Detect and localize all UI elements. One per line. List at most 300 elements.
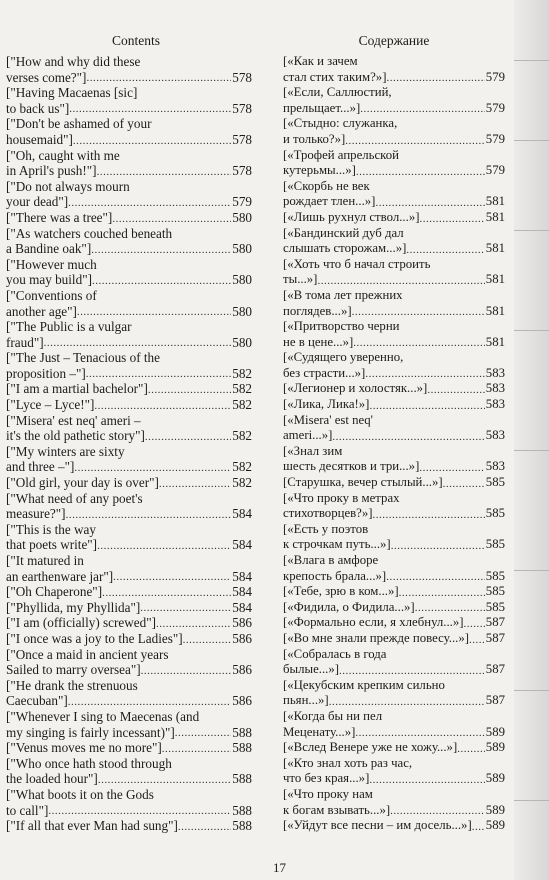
toc-entry <box>283 615 505 631</box>
toc-entry <box>283 444 505 475</box>
toc-entry-line <box>283 148 505 164</box>
toc-entry <box>283 818 505 834</box>
toc-entry-page: 582 <box>232 459 252 475</box>
dot-leader <box>48 805 231 818</box>
toc-entry-line <box>283 366 505 382</box>
toc-entry-title: [«Тебе, зрю в ком...»] <box>283 584 399 599</box>
toc-entry-title: ["He drank the strenuous <box>6 677 138 693</box>
dot-leader <box>317 275 484 288</box>
dot-leader <box>73 135 231 148</box>
toc-entry-line <box>283 678 505 694</box>
toc-entry <box>283 678 505 709</box>
toc-entry-line <box>283 522 505 538</box>
dot-leader <box>469 634 485 647</box>
dot-leader <box>375 197 484 210</box>
toc-entry-title: [«Цекубским крепким сильно <box>283 677 445 692</box>
toc-entry-page: 583 <box>485 365 505 380</box>
toc-entry-title: [«Misera' est neq' <box>283 412 373 427</box>
toc-entry-title: [«Собралась в года <box>283 646 387 661</box>
toc-entry-title: ["I am (officially) screwed"] <box>6 615 157 631</box>
toc-entry-line <box>6 163 252 179</box>
toc-entry-line <box>6 522 252 538</box>
dot-leader <box>162 743 231 756</box>
toc-entry-line <box>283 132 505 148</box>
dot-leader <box>369 400 484 413</box>
toc-entry-line <box>6 70 252 86</box>
toc-entry-line <box>6 506 252 522</box>
toc-entry-title: без страсти...»] <box>283 365 366 380</box>
toc-entry-line <box>283 288 505 304</box>
toc-entry-title: another age"] <box>6 303 77 319</box>
toc-entry-title: [«Во мне знали прежде повесу...»] <box>283 630 470 645</box>
toc-entry-line <box>6 335 252 351</box>
toc-entry-page: 584 <box>232 506 252 522</box>
toc-entry-line <box>6 803 252 819</box>
toc-entry-title: verses come?"] <box>6 69 87 85</box>
toc-entry <box>283 257 505 288</box>
toc-entry-line <box>283 241 505 257</box>
dot-leader <box>365 368 484 381</box>
toc-entry <box>6 475 252 491</box>
toc-entry-title: ["Who once hath stood through <box>6 755 172 771</box>
toc-entry-title: ["The Public is a vulgar <box>6 319 132 335</box>
toc-entry-title: ["It matured in <box>6 553 84 568</box>
toc-entry-title: [«Фидила, о Фидила...»] <box>283 599 415 614</box>
toc-entry-title: ["Conventions of <box>6 287 97 303</box>
toc-entry-title: ["There was a tree"] <box>6 209 113 225</box>
toc-entry-title: [«Что проку нам <box>283 786 373 801</box>
ghost-line <box>514 330 549 331</box>
dot-leader <box>352 306 485 319</box>
toc-entry-title: [«Хоть что б начал строить <box>283 256 431 271</box>
toc-entry-line <box>283 226 505 242</box>
dot-leader <box>464 618 485 631</box>
toc-entry-page: 579 <box>485 163 505 178</box>
dot-leader <box>415 602 485 615</box>
toc-entry-title: ["I am a martial bachelor"] <box>6 381 148 397</box>
toc-entry-title: [Старушка, вечер стылый...»] <box>283 475 443 490</box>
toc-entry-title: in April's push!"] <box>6 163 97 179</box>
toc-entry-page: 578 <box>232 100 252 116</box>
toc-entry-line <box>6 241 252 257</box>
dot-leader <box>102 587 231 600</box>
toc-entry-line <box>6 459 252 475</box>
toc-entry-page: 588 <box>232 724 252 740</box>
toc-entry-line <box>283 444 505 460</box>
toc-entry <box>6 257 252 288</box>
dot-leader <box>329 696 485 709</box>
toc-entry-page: 588 <box>232 818 252 834</box>
contents-column-english <box>6 30 252 834</box>
toc-entry-line <box>6 569 252 585</box>
dot-leader <box>345 135 485 148</box>
ghost-line <box>514 230 549 231</box>
toc-entry-title: ["As watchers couched beneath <box>6 225 173 241</box>
ghost-line <box>514 60 549 61</box>
toc-entry-page: 585 <box>485 599 505 614</box>
toc-entry-page: 583 <box>485 397 505 412</box>
dot-leader <box>373 509 485 522</box>
toc-entry-title: [«Стыдно: служанка, <box>283 116 398 131</box>
toc-entry <box>283 397 505 413</box>
toc-entry-page: 585 <box>485 537 505 552</box>
toc-entry-line <box>6 319 252 335</box>
toc-entry <box>283 54 505 85</box>
toc-entry-title: кутерьмы...»] <box>283 163 356 178</box>
toc-entry-page: 588 <box>232 740 252 756</box>
toc-entry-line <box>283 818 505 834</box>
dot-leader <box>159 478 231 491</box>
toc-entry-title: ameri...»] <box>283 428 333 443</box>
toc-entry-page: 585 <box>485 584 505 599</box>
toc-entry-title: [«Трофей апрельской <box>283 147 399 162</box>
toc-entry-title: ["Having Macaenas [sic] <box>6 85 138 101</box>
soderzhanie-list <box>283 54 505 834</box>
toc-entry-line <box>6 787 252 803</box>
toc-entry-title: [«Уйдут все песни – им досель...»] <box>283 818 472 833</box>
toc-entry-page: 589 <box>485 724 505 739</box>
toc-entry <box>283 475 505 491</box>
dot-leader <box>141 665 232 678</box>
toc-entry-line <box>283 179 505 195</box>
toc-entry-title: [«Как и зачем <box>283 54 358 68</box>
toc-entry-title: прельщает...»] <box>283 100 361 115</box>
toc-entry-line <box>6 413 252 429</box>
toc-entry-title: что без края...»] <box>283 771 370 786</box>
toc-entry-title: пьян...»] <box>283 693 329 708</box>
dot-leader <box>419 213 484 226</box>
toc-entry-page: 589 <box>485 802 505 817</box>
toc-entry-title: to back us"] <box>6 100 70 116</box>
toc-entry-line <box>6 615 252 631</box>
toc-entry-title: [«Что проку в метрах <box>283 490 400 505</box>
dot-leader <box>419 462 484 475</box>
toc-entry <box>6 226 252 257</box>
dot-leader <box>140 602 231 615</box>
toc-entry-line <box>283 615 505 631</box>
toc-entry <box>6 350 252 381</box>
toc-entry-title: ["The Just – Tenacious of the <box>6 350 161 366</box>
toc-entry-line <box>6 818 252 834</box>
toc-entry <box>6 288 252 319</box>
toc-entry-line <box>6 350 252 366</box>
toc-entry <box>283 631 505 647</box>
toc-entry-title: it's the old pathetic story"] <box>6 428 145 444</box>
dot-leader <box>443 478 485 491</box>
toc-entry-line <box>6 179 252 195</box>
toc-entry <box>283 709 505 740</box>
toc-entry-line <box>6 631 252 647</box>
toc-entry-line <box>283 475 505 491</box>
toc-entry <box>283 319 505 350</box>
toc-entry-title: [«Если, Саллюстий, <box>283 85 392 100</box>
toc-entry-line <box>6 444 252 460</box>
toc-entry-line <box>283 771 505 787</box>
adjacent-page-edge <box>514 0 549 880</box>
toc-entry-line <box>6 272 252 288</box>
toc-entry-line <box>283 272 505 288</box>
toc-entry-title: that poets write"] <box>6 537 98 553</box>
toc-entry-line <box>283 85 505 101</box>
toc-entry <box>6 709 252 740</box>
toc-entry-line <box>283 600 505 616</box>
dot-leader <box>391 540 485 553</box>
toc-entry-title: ["If all that ever Man had sung"] <box>6 818 178 834</box>
toc-entry <box>6 148 252 179</box>
toc-entry-title: housemaid"] <box>6 131 73 147</box>
toc-entry-line <box>6 226 252 242</box>
toc-entry-title: поглядев...»] <box>283 303 352 318</box>
toc-entry-line <box>6 709 252 725</box>
toc-entry-title: my singing is fairly incessant)"] <box>6 724 175 740</box>
toc-entry-line <box>6 740 252 756</box>
toc-entry-title: ["My winters are sixty <box>6 443 125 459</box>
dot-leader <box>86 368 231 381</box>
toc-entry-line <box>283 116 505 132</box>
toc-entry-title: you may build"] <box>6 272 92 288</box>
toc-entry-line <box>6 491 252 507</box>
toc-entry <box>283 491 505 522</box>
toc-entry-line <box>283 101 505 117</box>
toc-entry-line <box>283 584 505 600</box>
toc-entry-line <box>6 381 252 397</box>
toc-entry-title: [«Есть у поэтов <box>283 521 369 536</box>
toc-entry-line <box>283 459 505 475</box>
toc-entry-title: [«Бандинский дуб дал <box>283 225 404 240</box>
toc-entry-page: 583 <box>485 381 505 396</box>
dot-leader <box>386 571 485 584</box>
toc-entry-line <box>283 163 505 179</box>
toc-entry-line <box>6 194 252 210</box>
toc-entry-title: measure?"] <box>6 506 66 522</box>
toc-entry-page: 587 <box>485 693 505 708</box>
toc-entry-title: ["Once a maid in ancient years <box>6 646 169 662</box>
toc-entry-title: Sailed to marry oversea"] <box>6 662 141 678</box>
toc-entry <box>283 584 505 600</box>
toc-entry <box>283 787 505 818</box>
toc-entry-title: [«Знал зим <box>283 443 343 458</box>
toc-entry-page: 587 <box>485 630 505 645</box>
toc-entry-page: 581 <box>485 303 505 318</box>
toc-entry <box>6 600 252 616</box>
toc-entry <box>6 756 252 787</box>
toc-entry-line <box>283 631 505 647</box>
toc-entry-line <box>283 257 505 273</box>
toc-entry-title: a Bandine oak"] <box>6 241 92 257</box>
toc-entry-title: былые...»] <box>283 662 340 677</box>
toc-entry <box>283 226 505 257</box>
toc-entry-title: and three –"] <box>6 459 75 475</box>
toc-entry-page: 581 <box>485 241 505 256</box>
toc-entry-line <box>6 428 252 444</box>
dot-leader <box>86 72 231 85</box>
dot-leader <box>472 821 485 834</box>
toc-entry-title: ["Misera' est neq' ameri – <box>6 412 141 428</box>
toc-entry-title: the loaded hour"] <box>6 771 98 787</box>
dot-leader <box>94 400 231 413</box>
toc-entry-line <box>283 662 505 678</box>
soderzhanie-heading: Содержание <box>358 33 430 48</box>
toc-entry-title: ["This is the way <box>6 521 96 537</box>
toc-entry-line <box>283 725 505 741</box>
toc-entry-title: [«Судящего уверенно, <box>283 350 404 365</box>
toc-entry-title: ["Whenever I sing to Maecenas (and <box>6 708 200 724</box>
toc-entry <box>6 553 252 584</box>
toc-entry-title: ["Oh, caught with me <box>6 147 120 163</box>
toc-entry-line <box>283 319 505 335</box>
toc-entry-line <box>283 381 505 397</box>
toc-entry-title: и только?»] <box>283 131 346 146</box>
dot-leader <box>66 509 232 522</box>
dot-leader <box>74 462 231 475</box>
toc-entry-title: fraud"] <box>6 334 44 350</box>
toc-entry-line <box>283 210 505 226</box>
toc-entry-line <box>6 288 252 304</box>
toc-entry <box>283 522 505 553</box>
dot-leader <box>427 384 484 397</box>
toc-entry-page: 584 <box>232 568 252 584</box>
dot-leader <box>332 431 484 444</box>
toc-entry-page: 579 <box>485 131 505 146</box>
toc-entry-title: [«Скорбь не век <box>283 178 370 193</box>
toc-entry-page: 582 <box>232 365 252 381</box>
toc-entry-page: 580 <box>232 209 252 225</box>
toc-entry-page: 581 <box>485 194 505 209</box>
toc-entry-line <box>6 600 252 616</box>
toc-entry-title: [«Влага в амфоре <box>283 553 379 567</box>
toc-entry-page: 578 <box>232 163 252 179</box>
toc-entry-page: 585 <box>485 506 505 521</box>
toc-entry <box>6 818 252 834</box>
toc-entry <box>6 787 252 818</box>
toc-entry <box>6 584 252 600</box>
toc-entry-page: 589 <box>485 740 505 755</box>
toc-entry <box>283 600 505 616</box>
toc-entry-line <box>283 194 505 210</box>
toc-entry-line <box>6 54 252 70</box>
toc-entry-line <box>6 304 252 320</box>
ghost-line <box>514 450 549 451</box>
dot-leader <box>369 774 484 787</box>
toc-entry-line <box>6 756 252 772</box>
dot-leader <box>390 805 485 818</box>
toc-entry-title: [«Кто знал хоть раз час, <box>283 755 413 770</box>
toc-entry-page: 580 <box>232 272 252 288</box>
page-number: 17 <box>273 860 286 875</box>
toc-entry-page: 588 <box>232 771 252 787</box>
toc-entry-line <box>6 475 252 491</box>
toc-entry <box>283 740 505 756</box>
toc-entry-page: 581 <box>485 272 505 287</box>
dot-leader <box>406 244 484 257</box>
toc-entry-page: 579 <box>232 194 252 210</box>
toc-entry <box>283 350 505 381</box>
toc-entry <box>6 413 252 444</box>
toc-entry-title: стал стих таким?»] <box>283 69 387 84</box>
toc-entry-title: your dead"] <box>6 194 69 210</box>
dot-leader <box>457 743 485 756</box>
toc-entry-title: Меценату...»] <box>283 724 356 739</box>
toc-entry-line <box>283 693 505 709</box>
toc-entry <box>6 678 252 709</box>
toc-entry-page: 582 <box>232 381 252 397</box>
toc-entry-title: ["Don't be ashamed of your <box>6 116 152 132</box>
toc-entry <box>6 54 252 85</box>
toc-entry-page: 581 <box>485 209 505 224</box>
toc-entry <box>6 522 252 553</box>
toc-entry-page: 589 <box>485 771 505 786</box>
toc-entry-title: an earthenware jar"] <box>6 568 114 584</box>
toc-entry-line <box>6 148 252 164</box>
dot-leader <box>355 727 484 740</box>
toc-entry-title: слышать сторожам...»] <box>283 241 407 256</box>
toc-entry-page: 588 <box>232 802 252 818</box>
toc-entry-line <box>283 787 505 803</box>
toc-entry-line <box>283 803 505 819</box>
toc-entry-page: 582 <box>232 397 252 413</box>
toc-entry-line <box>6 366 252 382</box>
contents-heading: Contents <box>111 33 160 48</box>
toc-entry-line <box>283 740 505 756</box>
toc-entry <box>6 116 252 147</box>
toc-entry-page: 582 <box>232 475 252 491</box>
toc-entry-title: [«Лика, Лика!»] <box>283 397 370 412</box>
toc-entry-line <box>6 693 252 709</box>
toc-entry-title: proposition –"] <box>6 365 86 381</box>
toc-entry <box>283 553 505 584</box>
toc-entry-page: 580 <box>232 334 252 350</box>
toc-entry-page: 586 <box>232 693 252 709</box>
dot-leader <box>44 337 232 350</box>
dot-leader <box>69 103 231 116</box>
dot-leader <box>68 696 231 709</box>
toc-entry-page: 585 <box>485 568 505 583</box>
toc-entry <box>283 116 505 147</box>
toc-entry-line <box>6 132 252 148</box>
toc-entry-line <box>6 537 252 553</box>
toc-entry-title: ["Old girl, your day is over"] <box>6 475 159 491</box>
toc-entry-line <box>283 491 505 507</box>
toc-entry-page: 584 <box>232 537 252 553</box>
dot-leader <box>91 244 231 257</box>
toc-entry-title: ["I once was a joy to the Ladies"] <box>6 630 183 646</box>
ghost-line <box>514 800 549 801</box>
toc-entry-line <box>283 428 505 444</box>
contents-list <box>6 54 252 834</box>
toc-entry-line <box>6 725 252 741</box>
toc-entry-line <box>6 771 252 787</box>
toc-entry-page: 578 <box>232 69 252 85</box>
toc-entry-title: ["What boots it on the Gods <box>6 786 154 802</box>
dot-leader <box>92 275 231 288</box>
ghost-line <box>514 570 549 571</box>
toc-entry-page: 586 <box>232 630 252 646</box>
toc-entry-line <box>6 85 252 101</box>
dot-leader <box>183 634 232 647</box>
toc-entry-line <box>6 647 252 663</box>
toc-entry-page: 580 <box>232 303 252 319</box>
toc-entry <box>6 491 252 522</box>
dot-leader <box>178 821 231 834</box>
toc-entry <box>6 179 252 210</box>
toc-entry <box>6 85 252 116</box>
toc-entry-line <box>6 257 252 273</box>
toc-entry-line <box>283 569 505 585</box>
toc-entry-line <box>283 335 505 351</box>
toc-entry-line <box>283 54 505 70</box>
toc-entry-page: 587 <box>485 662 505 677</box>
toc-entry <box>283 179 505 210</box>
